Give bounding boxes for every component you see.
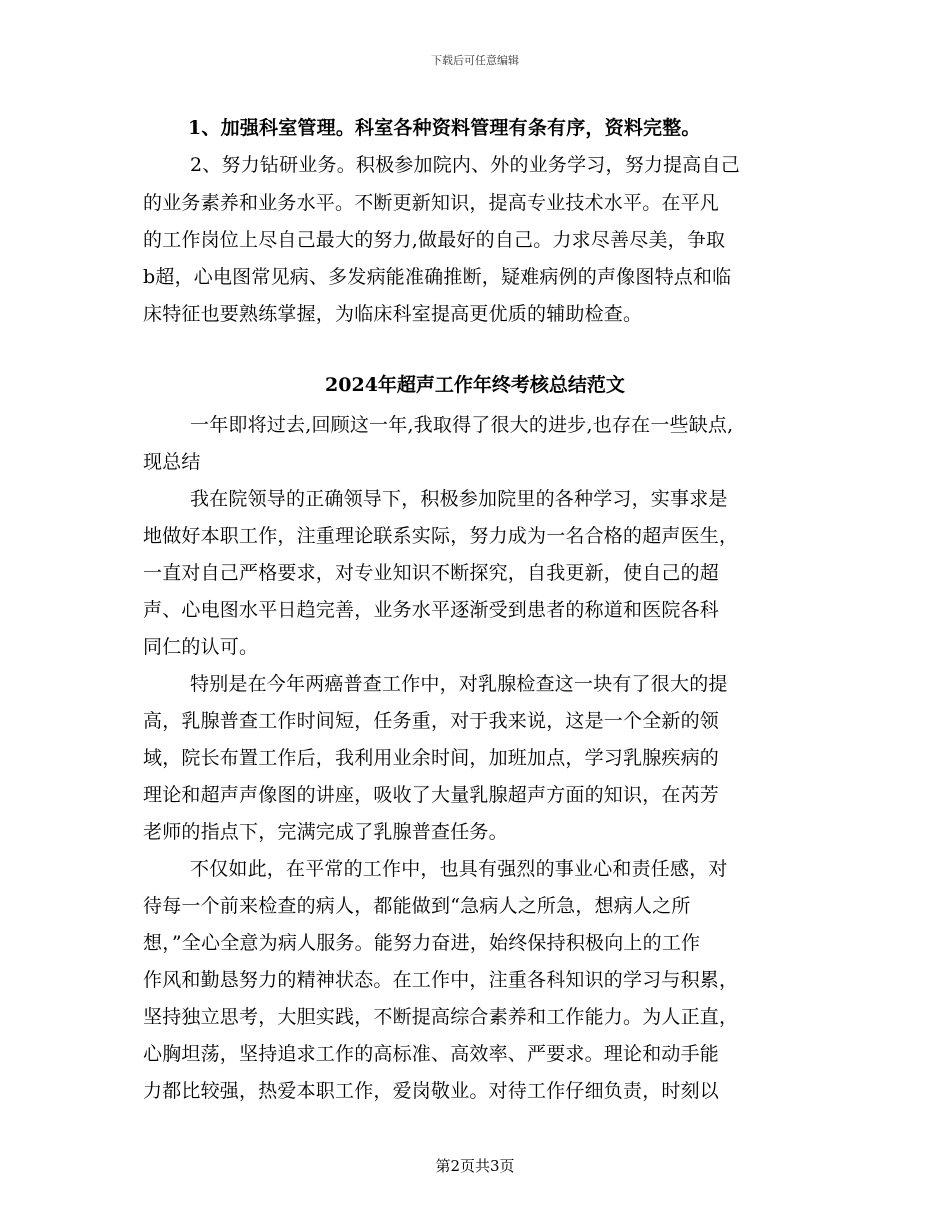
item-2-line: 2、努力钻研业务。积极参加院内、外的业务学习，努力提高自己 [190,154,740,176]
page-footer: 第2页共3页 [435,1157,515,1175]
item-2-line: 的业务素养和业务水平。不断更新知识，提高专业技术水平。在平凡 [143,192,720,214]
paragraph-2-line: 特别是在今年两癌普查工作中，对乳腺检查这一块有了很大的提 [190,673,728,695]
intro-line: 现总结 [143,451,201,473]
item-1-heading: 1、加强科室管理。科室各种资料管理有条有序，资料完整。 [188,117,701,139]
paragraph-1-line: 声、心电图水平日趋完善，业务水平逐渐受到患者的称道和医院各科 [143,599,720,621]
paragraph-3-line: 坚持独立思考，大胆实践，不断提高综合素养和工作能力。为人正直， [143,1006,739,1028]
paragraph-3-line: 待每一个前来检查的病人，都能做到“急病人之所急，想病人之所 [143,895,691,917]
item-2-line: 床特征也要熟练掌握，为临床科室提高更优质的辅助检查。 [143,303,643,325]
paragraph-2-line: 域，院长布置工作后，我利用业余时间，加班加点，学习乳腺疾病的 [143,747,720,769]
item-2-line: 的工作岗位上尽自己最大的努力,做最好的自己。力求尽善尽美，争取 [143,229,726,251]
paragraph-3-line: 作风和勤恳努力的精神状态。在工作中，注重各科知识的学习与积累， [143,969,739,991]
paragraph-2-line: 理论和超声声像图的讲座，吸收了大量乳腺超声方面的知识，在芮芳 [143,784,720,806]
item-2-line: b超，心电图常见病、多发病能准确推断，疑难病例的声像图特点和临 [143,266,732,288]
paragraph-1-line: 一直对自己严格要求，对专业知识不断探究，自我更新，使自己的超 [143,562,720,584]
paragraph-3-line: 力都比较强，热爱本职工作，爱岗敬业。对待工作仔细负责，时刻以 [143,1080,720,1102]
paragraph-1-line: 同仁的认可。 [143,636,259,658]
paragraph-3-line: 不仅如此，在平常的工作中，也具有强烈的事业心和责任感，对 [190,858,728,880]
page-header: 下载后可任意编辑 [431,54,519,67]
paragraph-2-line: 老师的指点下，完满完成了乳腺普查任务。 [143,821,508,843]
intro-line: 一年即将过去,回顾这一年,我取得了很大的进步,也存在一些缺点, [190,414,734,436]
article-title: 2024年超声工作年终考核总结范文 [325,374,625,396]
paragraph-1-line: 我在院领导的正确领导下，积极参加院里的各种学习，实事求是 [190,488,728,510]
paragraph-2-line: 高，乳腺普查工作时间短，任务重，对于我来说，这是一个全新的领 [143,710,720,732]
paragraph-3-line: 想，”全心全意为病人服务。能努力奋进，始终保持积极向上的工作 [143,932,701,954]
paragraph-1-line: 地做好本职工作，注重理论联系实际，努力成为一名合格的超声医生， [143,525,739,547]
paragraph-3-line: 心胸坦荡，坚持追求工作的高标准、高效率、严要求。理论和动手能 [143,1043,720,1065]
